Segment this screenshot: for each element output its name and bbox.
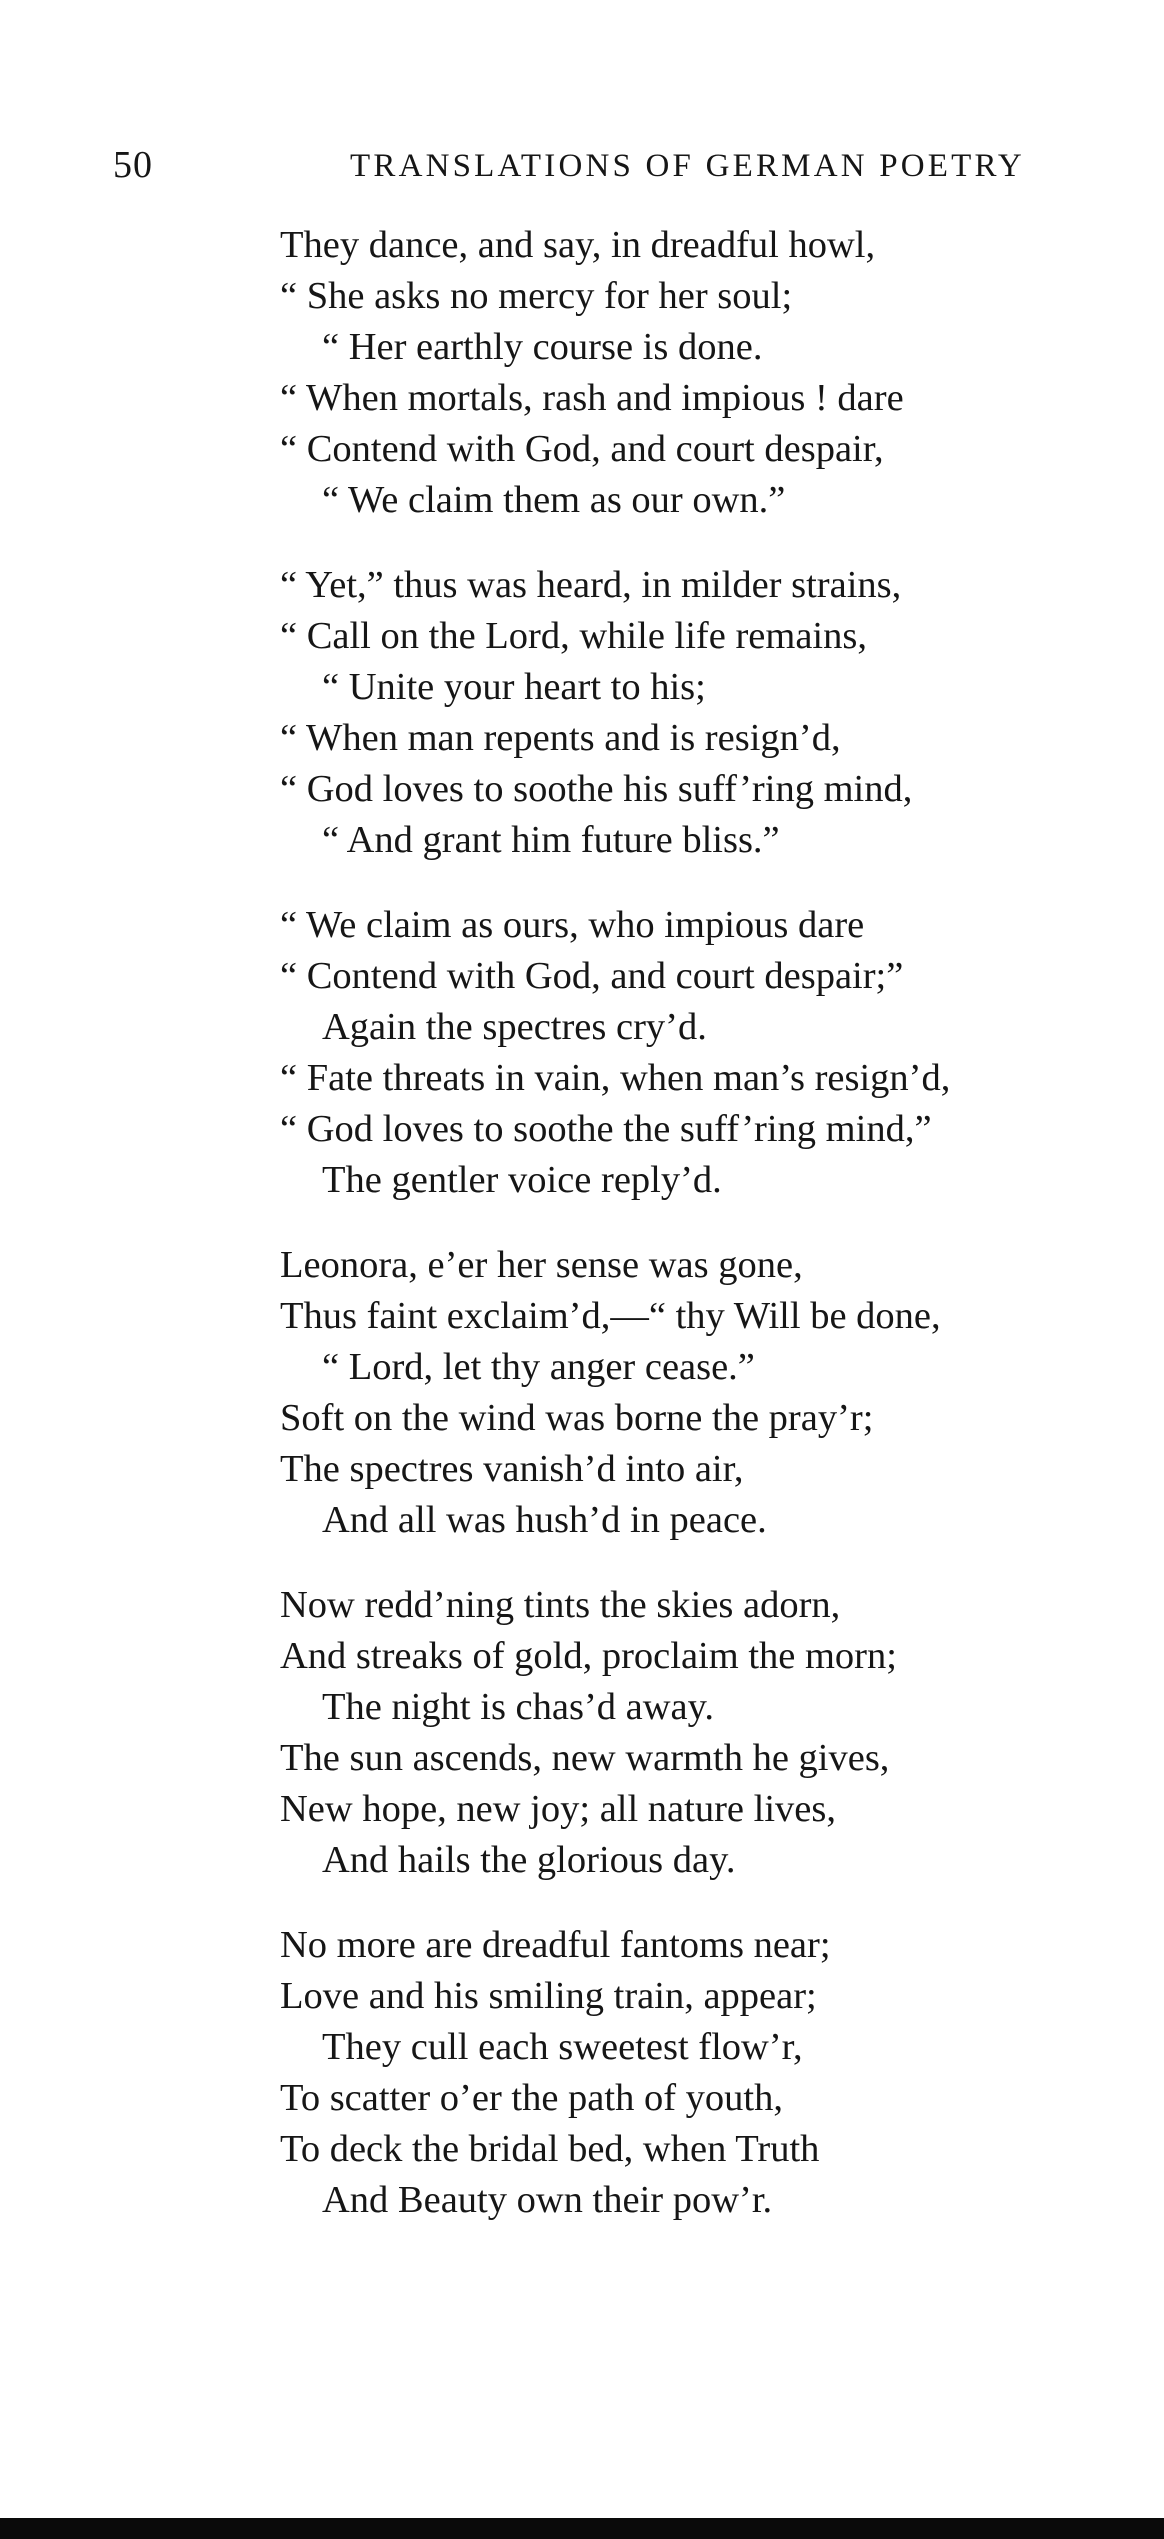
poem-line: The night is chas’d away.: [322, 1686, 715, 1728]
poem-line: “ When man repents and is resign’d,: [280, 717, 841, 759]
poem-line: The gentler voice reply’d.: [322, 1159, 722, 1201]
poem-line: “ Her earthly course is done.: [322, 326, 763, 368]
poem-line: “ We claim as ours, who impious dare: [280, 904, 865, 946]
page-bottom-edge: [0, 2518, 1164, 2539]
poem-line: “ Unite your heart to his;: [322, 666, 706, 708]
poem-line: To scatter o’er the path of youth,: [280, 2077, 783, 2119]
poem-line: “ When mortals, rash and impious ! dare: [280, 377, 904, 419]
stanza: [280, 1240, 1140, 1546]
poem-line: Now redd’ning tints the skies adorn,: [280, 1584, 841, 1626]
poem-line: Leonora, e’er her sense was gone,: [280, 1244, 803, 1286]
poem-line: “ Lord, let thy anger cease.”: [322, 1346, 755, 1388]
poem-line: Again the spectres cry’d.: [322, 1006, 707, 1048]
poem-body: [280, 220, 1140, 2260]
stanza: [280, 560, 1140, 866]
poem-line: “ Call on the Lord, while life remains,: [280, 615, 867, 657]
stanza: [280, 900, 1140, 1206]
poem-line: And streaks of gold, proclaim the morn;: [280, 1635, 897, 1677]
stanza: [280, 220, 1140, 526]
poem-line: “ And grant him future bliss.”: [322, 819, 780, 861]
poem-line: Thus faint exclaim’d,—“ thy Will be done,: [280, 1295, 941, 1337]
poem-line: “ Contend with God, and court despair;”: [280, 955, 904, 997]
poem-line: “ We claim them as our own.”: [322, 479, 786, 521]
poem-line: “ She asks no mercy for her soul;: [280, 275, 793, 317]
poem-line: They dance, and say, in dreadful howl,: [280, 224, 876, 266]
poem-line: “ God loves to soothe his suff’ring mind,: [280, 768, 913, 810]
stanza: [280, 1920, 1140, 2226]
poem-line: Love and his smiling train, appear;: [280, 1975, 817, 2017]
poem-line: “ God loves to soothe the suff’ring mind,”: [280, 1108, 932, 1150]
poem-line: “ Fate threats in vain, when man’s resign’d,: [280, 1057, 951, 1099]
poem-line: New hope, new joy; all nature lives,: [280, 1788, 836, 1830]
poem-line: And hails the glorious day.: [322, 1839, 736, 1881]
poem-line: Soft on the wind was borne the pray’r;: [280, 1397, 874, 1439]
poem-line: And Beauty own their pow’r.: [322, 2179, 773, 2221]
poem-line: The sun ascends, new warmth he gives,: [280, 1737, 890, 1779]
poem-line: “ Contend with God, and court despair,: [280, 428, 884, 470]
poem-line: No more are dreadful fantoms near;: [280, 1924, 831, 1966]
poem-line: The spectres vanish’d into air,: [280, 1448, 744, 1490]
poem-line: “ Yet,” thus was heard, in milder strains,: [280, 564, 902, 606]
stanza: [280, 1580, 1140, 1886]
poem-line: They cull each sweetest flow’r,: [322, 2026, 803, 2068]
poem-line: And all was hush’d in peace.: [322, 1499, 767, 1541]
page-number: 50: [113, 144, 153, 186]
poem-line: To deck the bridal bed, when Truth: [280, 2128, 820, 2170]
running-title: TRANSLATIONS OF GERMAN POETRY: [350, 148, 1025, 184]
